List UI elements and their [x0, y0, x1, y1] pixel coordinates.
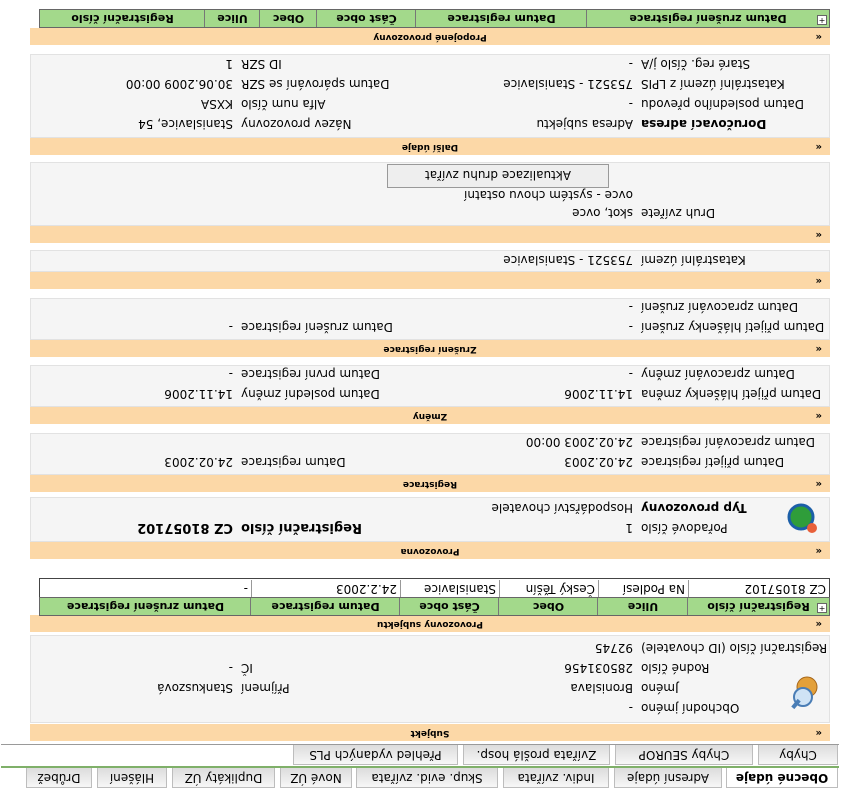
section-title-zmeny: Změny	[412, 411, 448, 421]
value-nazev-provozovny: Stanislavice, 54	[138, 117, 233, 131]
label-obchodni-jmeno: Obchodní jméno	[641, 701, 740, 715]
tab-chyby[interactable]: Chyby	[758, 745, 838, 765]
section-bar-registrace[interactable]	[30, 475, 830, 492]
expand-icon[interactable]: +	[818, 16, 826, 25]
value-system-chovu: ovce - systém chovu ostatní	[464, 188, 633, 202]
collapse-toggle-icon[interactable]: «	[815, 275, 822, 286]
section-title-propojene: Propojené provozovny	[373, 32, 487, 42]
section-zmeny	[30, 365, 830, 407]
tab-drubez[interactable]: Drůbež	[26, 768, 92, 788]
value-prvni-registrace: -	[228, 367, 233, 381]
label-druh-zvirete: Druh zvířete	[641, 206, 716, 220]
col-header-datum-zruseni[interactable]: Datum zrušení registrace	[586, 10, 829, 27]
label-posledni-prevod: Datum posledního převodu	[641, 97, 804, 111]
value-katastralni-uzemi: 753521 - Stanislavice	[503, 253, 633, 267]
section-registrace	[30, 433, 830, 475]
value-katastr-lpis: 753521 - Stanislavice	[503, 77, 633, 91]
col-header-ulice[interactable]: Ulice	[204, 10, 260, 27]
value-sparovani-szr: 30.06.2009 00:00	[125, 77, 233, 91]
section-bar-druh[interactable]	[30, 226, 830, 243]
label-prijeti-registrace: Datum přijetí registrace	[641, 455, 785, 469]
section-subjekt	[30, 635, 830, 723]
section-bar-provozovna[interactable]	[30, 542, 830, 559]
label-prijmeni: Příjmení	[241, 681, 290, 695]
grid-header-propojene	[39, 9, 830, 28]
table-row[interactable]	[39, 578, 830, 597]
label-datum-registrace: Datum registrace	[241, 455, 346, 469]
value-druh-zvirete: skot, ovce	[572, 206, 633, 220]
collapse-toggle-icon[interactable]: «	[815, 545, 822, 556]
label-typ-provozovny: Typ provozovny	[641, 501, 747, 515]
section-bar-propojene[interactable]	[30, 28, 830, 45]
label-reg-cislo-chovatele: Registrační číslo (ID chovatele)	[641, 641, 828, 655]
collapse-toggle-icon[interactable]: «	[815, 343, 822, 354]
cell-obec: Český Těšín	[499, 580, 598, 597]
label-id-szr: ID SZR	[241, 57, 282, 71]
value-id-szr: 1	[225, 57, 233, 71]
col-header-reg-cislo[interactable]: Registrační číslo	[71, 12, 174, 25]
label-katastr-lpis: Katastrální území z LPIS	[641, 77, 785, 91]
label-zruseni-registrace: Datum zrušení registrace	[241, 320, 393, 334]
value-poradove-cislo: 1	[625, 521, 633, 535]
label-jmeno: Jméno	[641, 681, 679, 695]
section-bar-provozovny-subjektu[interactable]	[30, 615, 830, 632]
label-ic: IČ	[241, 661, 253, 675]
collapse-toggle-icon[interactable]: «	[815, 618, 822, 629]
collapse-toggle-icon[interactable]: «	[815, 727, 822, 738]
label-reg-cislo: Registrační číslo	[241, 520, 362, 535]
section-title-provozovna: Provozovna	[400, 546, 460, 556]
section-bar-dalsi-udaje[interactable]	[30, 138, 830, 155]
tab-hlaseni[interactable]: Hlášení	[97, 768, 167, 788]
section-bar-zruseni[interactable]	[30, 340, 830, 357]
label-zpracovani-zruseni: Datum zpracování zrušení	[641, 300, 799, 314]
label-stare-reg-cislo: Staré reg. číslo j/A	[641, 57, 751, 71]
value-zpracovani-zruseni: -	[628, 300, 633, 314]
value-dorucovaci-adresa: Adresa subjektu	[536, 117, 633, 131]
section-bar-katastr[interactable]	[30, 272, 830, 289]
col-header-reg-cislo[interactable]: Registrační číslo	[687, 598, 829, 615]
label-posledni-zmeny: Datum poslední změny	[241, 387, 380, 401]
value-posledni-zmeny: 14.11.2006	[164, 387, 233, 401]
value-prijmeni: Stankuszová	[157, 681, 233, 695]
value-rodne-cislo: 285031456	[564, 661, 633, 675]
collapse-toggle-icon[interactable]: «	[815, 478, 822, 489]
value-reg-cislo: CZ 81057102	[137, 520, 233, 535]
value-prijeti-registrace: 24.02.2003	[564, 455, 633, 469]
section-title-dalsi-udaje: Další údaje	[401, 142, 459, 152]
tab-chyby-seurop[interactable]: Chyby SEUROP	[615, 745, 753, 765]
collapse-toggle-icon[interactable]: «	[815, 141, 822, 152]
update-animal-types-button[interactable]: Aktualizace druhu zvířat	[387, 164, 609, 188]
section-dalsi-udaje	[30, 54, 830, 138]
section-title-zruseni: Zrušení registrace	[383, 344, 477, 354]
section-druh-zvirete	[30, 162, 830, 226]
label-katastralni-uzemi: Katastrální území	[641, 253, 746, 267]
label-poradove-cislo: Pořadové číslo	[641, 521, 728, 535]
value-posledni-prevod: -	[628, 97, 633, 111]
cell-ulice: Na Podlesí	[598, 580, 688, 597]
label-nazev-provozovny: Název provozovny	[241, 117, 352, 131]
col-header-datum-registrace[interactable]: Datum registrace	[415, 10, 587, 27]
collapse-toggle-icon[interactable]: «	[815, 229, 822, 240]
value-zpracovani-registrace: 24.02.2003 00:00	[525, 435, 633, 449]
section-provozovna	[30, 497, 830, 542]
col-header-cast-obce[interactable]: Část obce	[399, 598, 499, 615]
label-prijeti-zruseni: Datum přijetí hlášenky zrušení	[641, 320, 825, 334]
tab-obecne-udaje[interactable]: Obecné údaje	[726, 768, 838, 788]
section-zruseni	[30, 298, 830, 340]
globe-icon	[787, 503, 819, 535]
collapse-toggle-icon[interactable]: «	[815, 31, 822, 42]
section-title-subjekt: Subjekt	[410, 728, 450, 738]
tab-divider	[1, 766, 839, 768]
section-title-registrace: Registrace	[402, 479, 458, 489]
value-zpracovani-zmeny: -	[628, 367, 633, 381]
section-katastr	[30, 250, 830, 272]
cell-datum-registrace: 24.2.2003	[251, 580, 400, 597]
cell-cast-obce: Stanislavice	[400, 580, 499, 597]
label-zpracovani-registrace: Datum zpracování registrace	[641, 435, 815, 449]
value-alfa-num: KXSA	[200, 97, 233, 111]
grid-header-provozovny	[39, 597, 830, 616]
label-zpracovani-zmeny: Datum zpracování změny	[641, 367, 795, 381]
cell-datum-zruseni: -	[243, 582, 248, 596]
tab-adresni-udaje[interactable]: Adresní údaje	[614, 768, 722, 788]
value-typ-provozovny: Hospodářství chovatele	[491, 501, 633, 515]
col-header-cast-obce[interactable]: Část obce	[316, 10, 416, 27]
col-header-obec[interactable]: Obec	[498, 598, 598, 615]
value-prijeti-zmena: 14.11.2006	[564, 387, 633, 401]
col-header-obec[interactable]: Obec	[259, 10, 317, 27]
value-reg-cislo-chovatele: 92745	[594, 641, 633, 655]
section-bar-subjekt[interactable]	[30, 724, 830, 741]
value-datum-registrace: 24.02.2003	[164, 455, 233, 469]
col-header-datum-zruseni[interactable]: Datum zrušení registrace	[66, 600, 225, 613]
value-prijeti-zruseni: -	[628, 320, 633, 334]
tab-duplikaty-uz[interactable]: Duplikáty ÚZ	[172, 768, 275, 788]
expand-icon[interactable]: +	[818, 604, 826, 613]
label-dorucovaci-adresa: Doručovací adresa	[641, 117, 767, 131]
value-stare-reg-cislo: -	[628, 57, 633, 71]
label-rodne-cislo: Rodné číslo	[641, 661, 710, 675]
col-header-datum-registrace[interactable]: Datum registrace	[250, 598, 400, 615]
label-prvni-registrace: Datum první registrace	[241, 367, 381, 381]
collapse-toggle-icon[interactable]: «	[815, 410, 822, 421]
col-header-ulice[interactable]: Ulice	[597, 598, 688, 615]
tab-indiv-zvirata[interactable]: Indiv. zvířata	[503, 768, 609, 788]
value-obchodni-jmeno: -	[628, 701, 633, 715]
tab-zvirata-prosla-hosp[interactable]: Zvířata prošlá hosp.	[463, 745, 610, 765]
value-ic: -	[228, 661, 233, 675]
tab-divider-top	[1, 744, 839, 745]
tab-nove-uz[interactable]: Nové ÚZ	[280, 768, 352, 788]
cell-reg-cislo[interactable]: CZ 81057102	[688, 580, 829, 597]
section-title-provozovny-subjektu: Provozovny subjektu	[376, 619, 484, 629]
person-search-icon	[786, 675, 820, 709]
tab-prehled-pls[interactable]: Přehled vydaných PLS	[293, 745, 458, 765]
value-zruseni-registrace: -	[228, 320, 233, 334]
value-jmeno: Bronislava	[570, 681, 633, 695]
section-bar-zmeny[interactable]	[30, 407, 830, 424]
label-prijeti-zmena: Datum přijetí hlášenky změna	[641, 387, 822, 401]
label-sparovani-szr: Datum spárování se SZR	[241, 77, 390, 91]
tab-skup-evid-zvirata[interactable]: Skup. evid. zvířata	[356, 768, 498, 788]
label-alfa-num: Alfa num číslo	[241, 97, 326, 111]
